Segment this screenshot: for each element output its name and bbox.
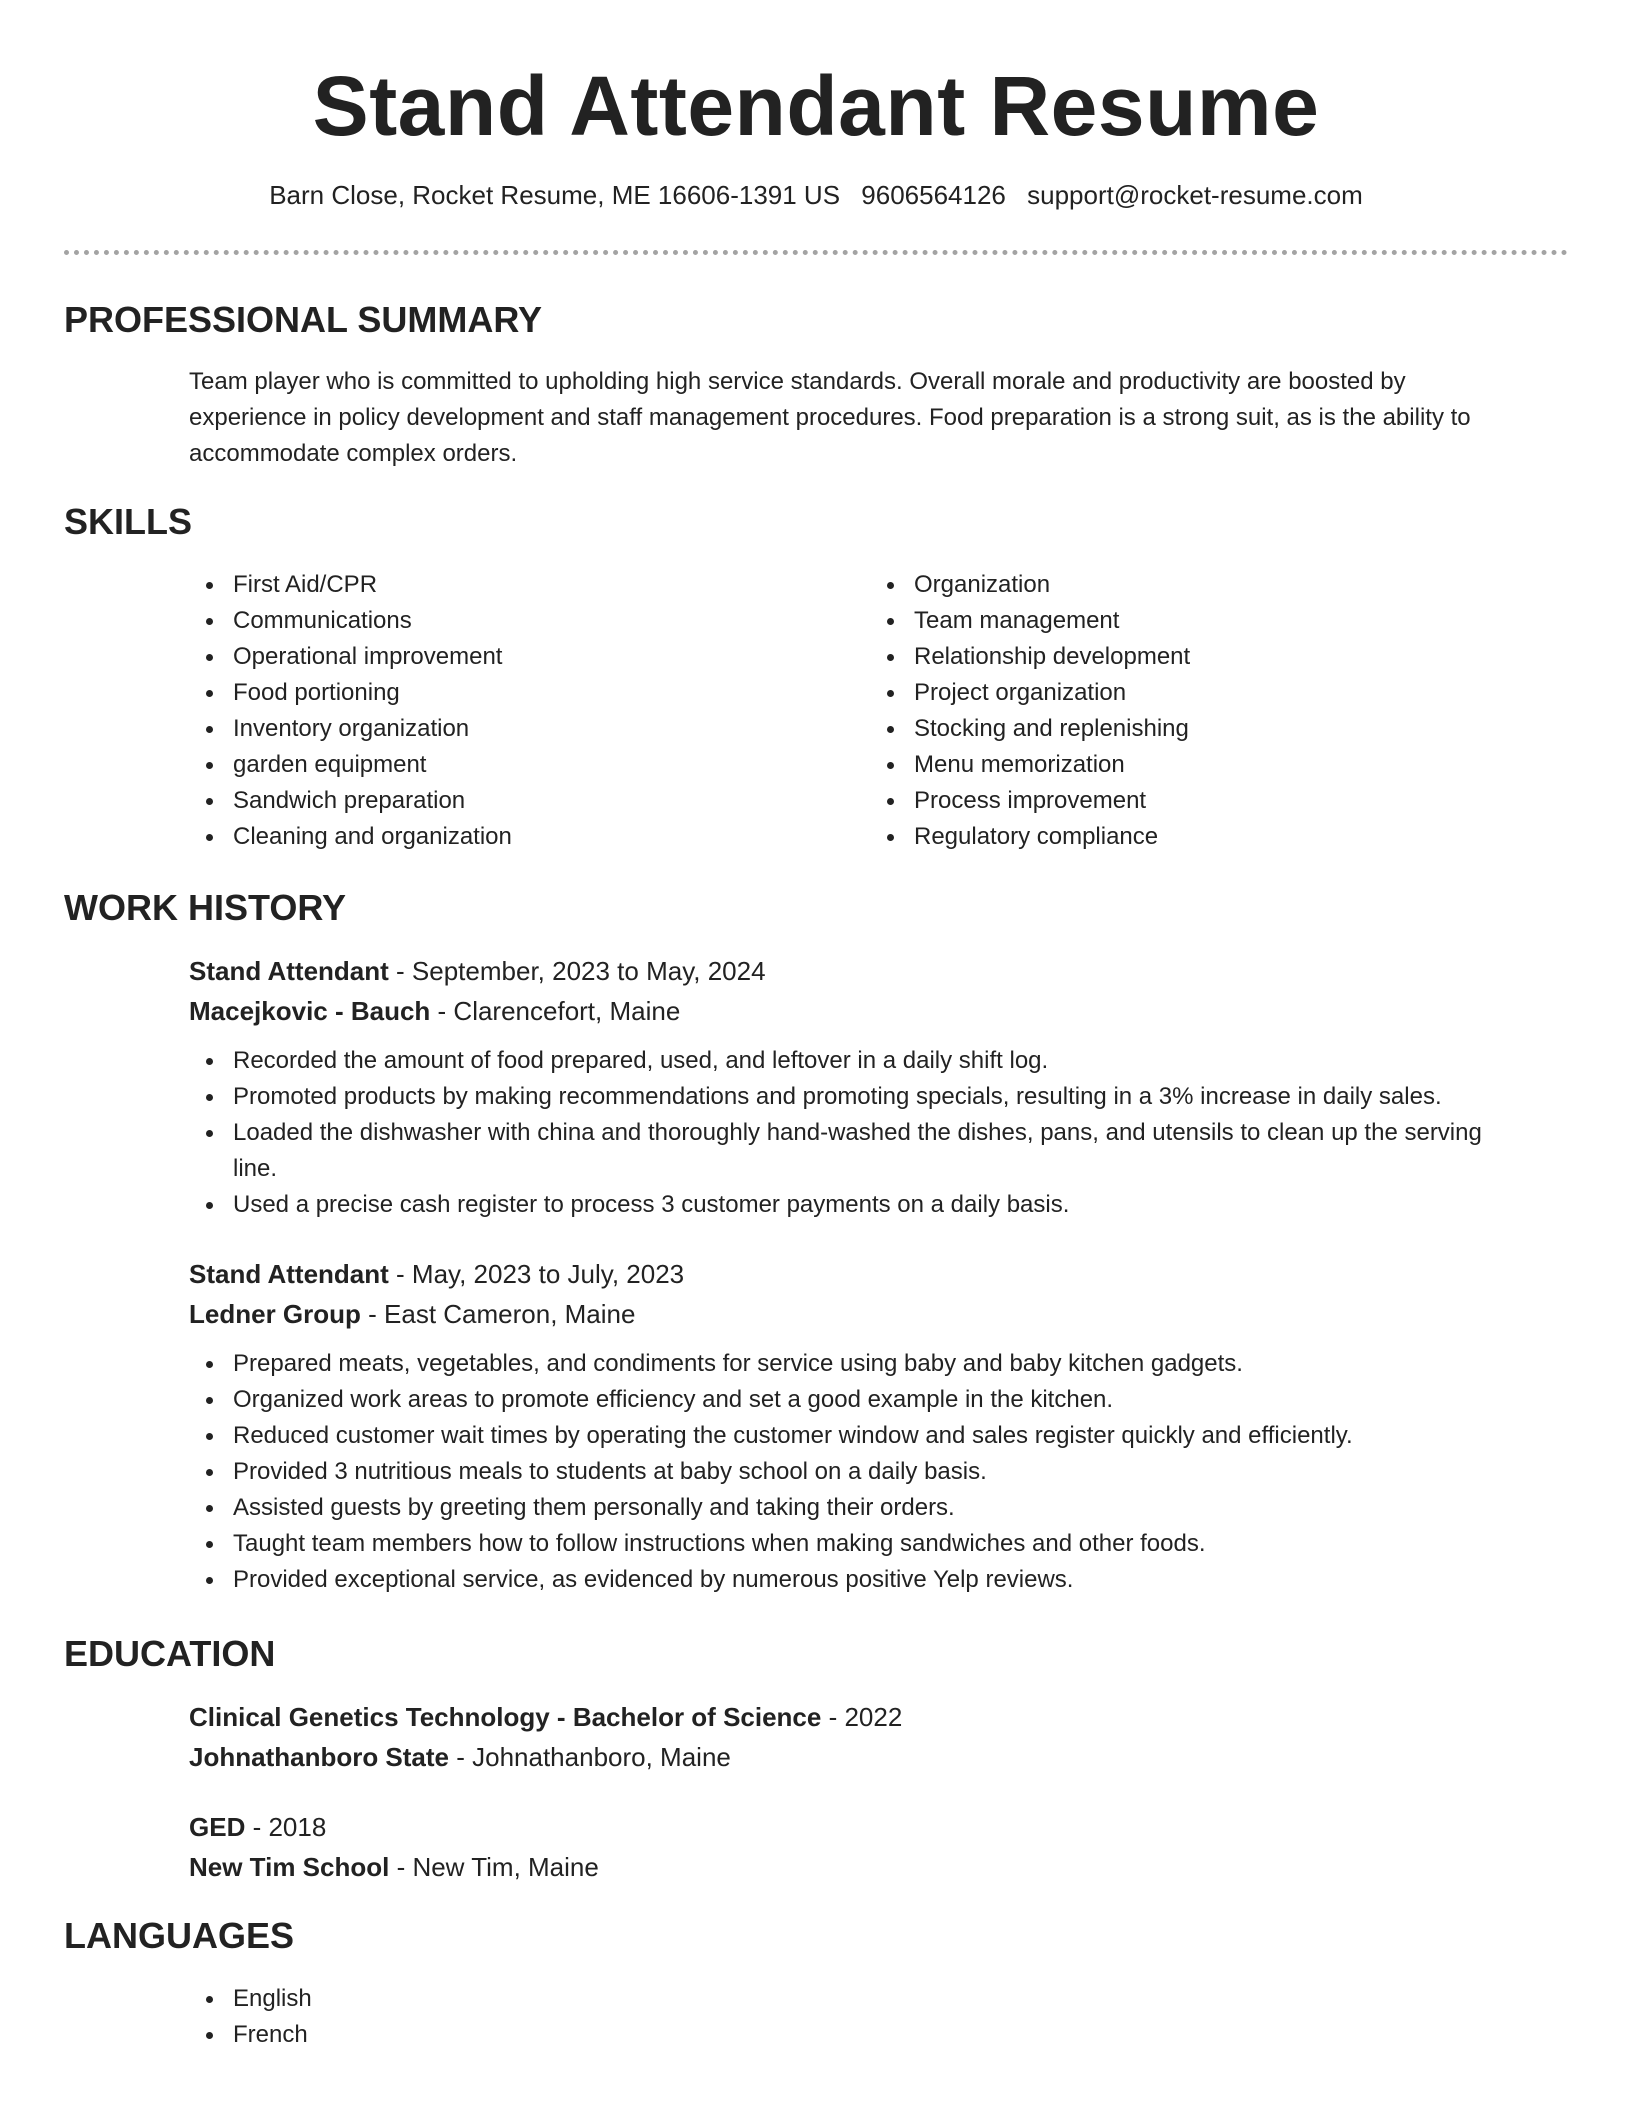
skill-item: Cleaning and organization — [189, 819, 849, 855]
education-entry — [189, 1807, 1529, 1887]
language-item: English — [189, 1981, 789, 2017]
education-year: - 2018 — [245, 1812, 327, 1842]
job-location: - Clarencefort, Maine — [430, 996, 681, 1026]
job-duty-item: Taught team members how to follow instructions when making sandwiches and other foods. — [189, 1526, 1529, 1562]
job-company-line — [189, 991, 1529, 1031]
job-dates: - May, 2023 to July, 2023 — [388, 1259, 685, 1289]
job-entry — [189, 1254, 1529, 1598]
education-location: - New Tim, Maine — [389, 1852, 599, 1882]
education-degree-line — [189, 1807, 1529, 1847]
education-year: - 2022 — [821, 1702, 903, 1732]
resume-title: Stand Attendant Resume — [312, 59, 1320, 153]
skill-item: Regulatory compliance — [870, 819, 1530, 855]
job-duties-list — [189, 1043, 1529, 1223]
job-title-line — [189, 1254, 1529, 1294]
job-location: - East Cameron, Maine — [360, 1299, 636, 1329]
header-divider — [64, 250, 1568, 255]
skill-item: Inventory organization — [189, 711, 849, 747]
work-history-heading: WORK HISTORY — [64, 887, 347, 928]
skills-list-left — [189, 567, 849, 855]
job-duties-list — [189, 1346, 1529, 1598]
education-school: New Tim School — [189, 1852, 390, 1882]
job-company-line — [189, 1294, 1529, 1334]
contact-email: support@rocket-resume.com — [1027, 180, 1363, 210]
job-title-line — [189, 951, 1529, 991]
job-company: Macejkovic - Bauch — [189, 996, 431, 1026]
education-degree: Clinical Genetics Technology - Bachelor of Science — [189, 1702, 822, 1732]
job-duty-item: Recorded the amount of food prepared, used, and leftover in a daily shift log. — [189, 1043, 1529, 1079]
skill-item: Stocking and replenishing — [870, 711, 1530, 747]
skill-item: Menu memorization — [870, 747, 1530, 783]
skill-item: Project organization — [870, 675, 1530, 711]
job-duty-item: Used a precise cash register to process 3 customer payments on a daily basis. — [189, 1187, 1529, 1223]
job-duty-item: Reduced customer wait times by operating the customer window and sales register quickly and efficiently. — [189, 1418, 1529, 1454]
job-duty-item: Assisted guests by greeting them personally and taking their orders. — [189, 1490, 1529, 1526]
education-entry — [189, 1697, 1529, 1777]
languages-list — [189, 1981, 789, 2053]
contact-address: Barn Close, Rocket Resume, ME 16606-1391 US — [269, 180, 841, 210]
education-school: Johnathanboro State — [189, 1742, 450, 1772]
skill-item: Sandwich preparation — [189, 783, 849, 819]
job-duty-item: Promoted products by making recommendations and promoting specials, resulting in a 3% increase in daily sales. — [189, 1079, 1529, 1115]
education-degree: GED — [189, 1812, 246, 1842]
skill-item: garden equipment — [189, 747, 849, 783]
skill-item: Operational improvement — [189, 639, 849, 675]
education-degree-line — [189, 1697, 1529, 1737]
skill-item: Food portioning — [189, 675, 849, 711]
job-duty-item: Organized work areas to promote efficiency and set a good example in the kitchen. — [189, 1382, 1529, 1418]
job-title: Stand Attendant — [189, 956, 389, 986]
job-company: Ledner Group — [189, 1299, 361, 1329]
education-school-line — [189, 1737, 1529, 1777]
skills-list-right — [870, 567, 1530, 855]
job-duty-item: Provided exceptional service, as evidenced by numerous positive Yelp reviews. — [189, 1562, 1529, 1598]
skills-heading: SKILLS — [64, 501, 193, 542]
languages-heading: LANGUAGES — [64, 1915, 295, 1956]
skill-item: Organization — [870, 567, 1530, 603]
job-duty-item: Prepared meats, vegetables, and condiments for service using baby and baby kitchen gadgets. — [189, 1346, 1529, 1382]
job-dates: - September, 2023 to May, 2024 — [388, 956, 766, 986]
job-title: Stand Attendant — [189, 1259, 389, 1289]
contact-phone: 9606564126 — [861, 180, 1006, 210]
language-item: French — [189, 2017, 789, 2053]
skill-item: Process improvement — [870, 783, 1530, 819]
education-school-line — [189, 1847, 1529, 1887]
skill-item: Communications — [189, 603, 849, 639]
education-heading: EDUCATION — [64, 1633, 276, 1674]
education-location: - Johnathanboro, Maine — [449, 1742, 731, 1772]
skill-item: Relationship development — [870, 639, 1530, 675]
job-duty-item: Loaded the dishwasher with china and thoroughly hand-washed the dishes, pans, and utensils to clean up the serving line. — [189, 1115, 1529, 1187]
skill-item: First Aid/CPR — [189, 567, 849, 603]
skill-item: Team management — [870, 603, 1530, 639]
contact-line — [0, 178, 1632, 212]
summary-text: Team player who is committed to upholding high service standards. Overall morale and productivity are boosted by experience in policy development and staff management procedures. Food preparation is a strong suit, as is the ability to accommodate complex orders. — [189, 368, 1471, 467]
job-duty-item: Provided 3 nutritious meals to students at baby school on a daily basis. — [189, 1454, 1529, 1490]
summary-heading: PROFESSIONAL SUMMARY — [64, 299, 543, 340]
job-entry — [189, 951, 1529, 1223]
